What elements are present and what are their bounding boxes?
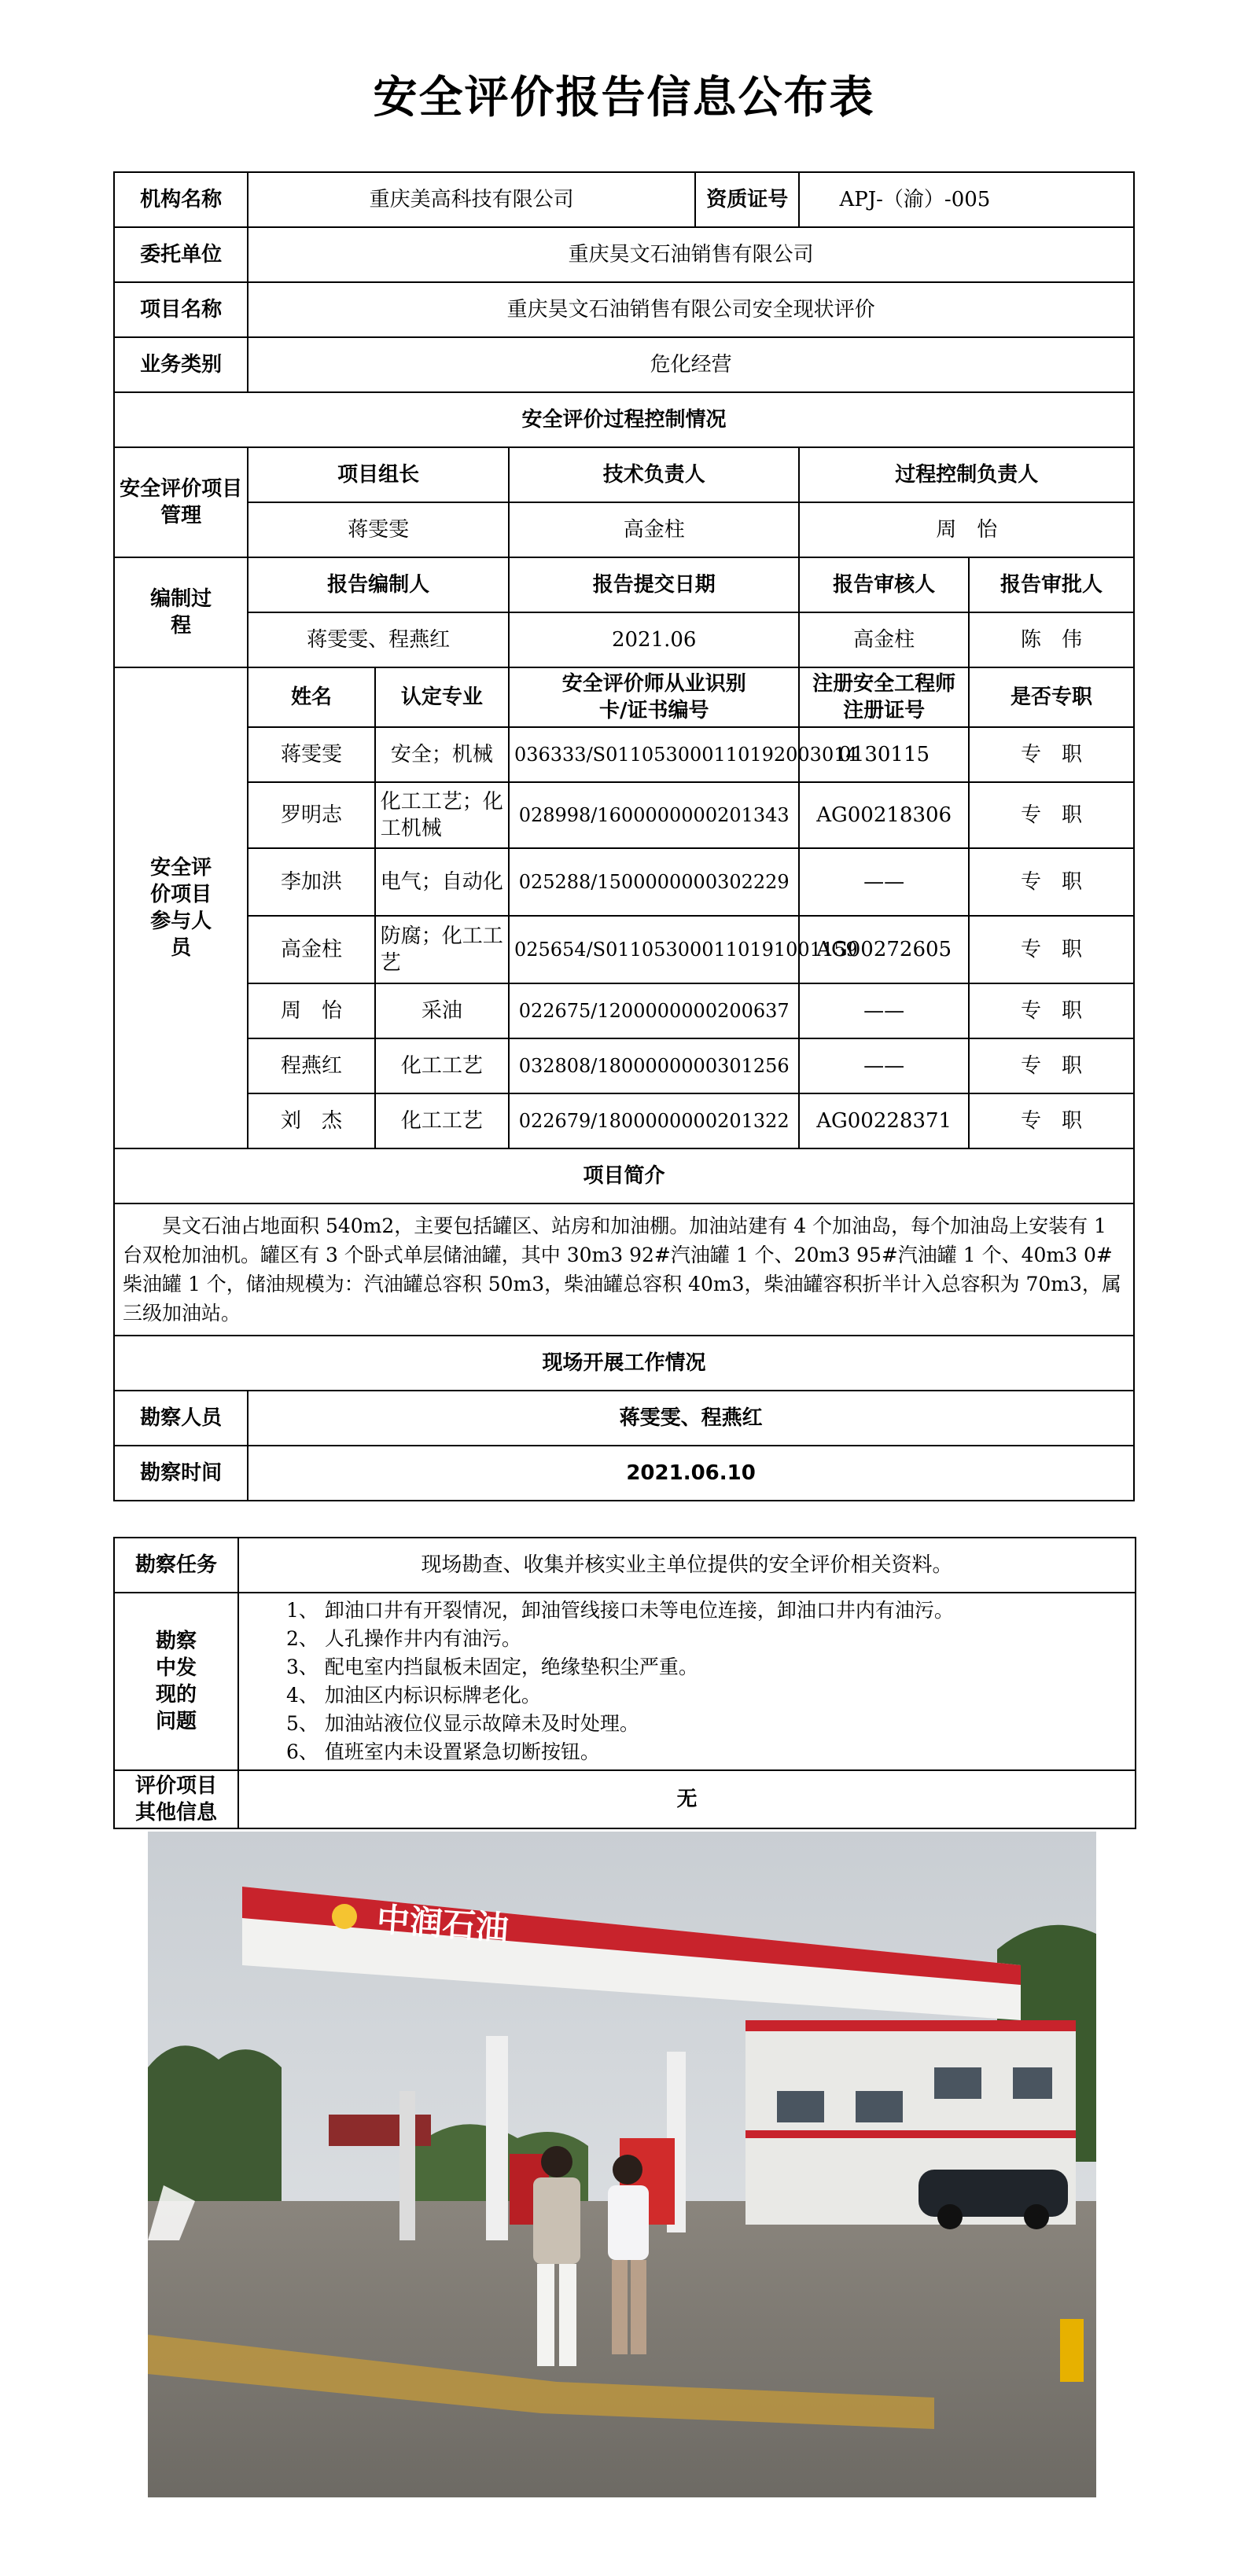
qual-value: APJ-（渝）-005 <box>799 172 1134 227</box>
reviewer-value: 高金柱 <box>799 612 968 667</box>
mgmt-label: 安全评价项目管理 <box>114 447 248 557</box>
person-name: 高金柱 <box>248 916 375 983</box>
table-row <box>114 916 1134 983</box>
info-table-2 <box>113 1537 1136 1829</box>
person-reg: —— <box>799 983 968 1038</box>
person-major: 电气；自动化 <box>375 848 509 916</box>
process-section-heading: 安全评价过程控制情况 <box>114 392 1134 447</box>
compiler-value: 蒋雯雯、程燕红 <box>248 612 509 667</box>
person-card: 028998/1600000000201343 <box>509 782 800 848</box>
table-row <box>114 848 1134 916</box>
person-major: 化工工艺；化工机械 <box>375 782 509 848</box>
project-label: 项目名称 <box>114 282 248 337</box>
client-value: 重庆昊文石油销售有限公司 <box>248 227 1134 282</box>
col-reg-header: 注册安全工程师注册证号 <box>799 667 968 727</box>
person-card: 025654/S011053000110191001159 <box>509 916 800 983</box>
person-card: 032808/1800000000301256 <box>509 1038 800 1093</box>
col-name-header: 姓名 <box>248 667 375 727</box>
person-major: 采油 <box>375 983 509 1038</box>
submit-date-value: 2021.06 <box>509 612 800 667</box>
page-title: 安全评价报告信息公布表 <box>373 72 875 123</box>
person-reg: AG00218306 <box>799 782 968 848</box>
survey-task-label: 勘察任务 <box>114 1538 238 1593</box>
list-item: 6、 值班室内未设置紧急切断按钮。 <box>286 1740 600 1763</box>
col-fulltime-header: 是否专职 <box>969 667 1134 727</box>
survey-time-value: 2021.06.10 <box>248 1446 1134 1501</box>
leader-header: 项目组长 <box>248 447 509 502</box>
table-row <box>114 782 1134 848</box>
person-fulltime: 专 职 <box>969 782 1134 848</box>
info-table-1 <box>113 171 1135 1501</box>
col-card-header: 安全评价师从业识别卡/证书编号 <box>509 667 800 727</box>
issues-list <box>238 1593 1136 1770</box>
person-fulltime: 专 职 <box>969 1093 1134 1148</box>
project-intro-text <box>114 1203 1134 1336</box>
list-item: 1、 卸油口井有开裂情况，卸油管线接口未等电位连接，卸油口井内有油污。 <box>286 1599 954 1622</box>
surveyors-label: 勘察人员 <box>114 1391 248 1446</box>
compile-process-label: 编制过程 <box>114 557 248 667</box>
person-reg: —— <box>799 1038 968 1093</box>
table-row <box>114 1093 1134 1148</box>
business-label: 业务类别 <box>114 337 248 392</box>
person-fulltime: 专 职 <box>969 916 1134 983</box>
other-info-value: 无 <box>238 1770 1136 1828</box>
intro-section-heading: 项目简介 <box>114 1148 1134 1203</box>
person-name: 李加洪 <box>248 848 375 916</box>
person-card: 025288/1500000000302229 <box>509 848 800 916</box>
person-major: 防腐；化工工艺 <box>375 916 509 983</box>
list-item: 2、 人孔操作井内有油污。 <box>286 1627 521 1650</box>
project-intro-body: 昊文石油占地面积 540m2，主要包括罐区、站房和加油棚。加油站建有 4 个加油岛，每个加油岛上安装有 1 台双枪加油机。罐区有 3 个卧式单层储油罐，其中 30m3 92#汽油罐 1 个、20m3 95#汽油罐 1 个、40m3 0#柴油罐 1 个，储油规模为：汽油罐总容积 50m3，柴油罐总容积 40m3，柴油罐容积折半计入总容积为 70m3，属三级加油站。 <box>123 1215 1121 1325</box>
person-major: 安全；机械 <box>375 727 509 782</box>
qual-label: 资质证号 <box>695 172 799 227</box>
submit-date-header: 报告提交日期 <box>509 557 800 612</box>
person-reg: AG00228371 <box>799 1093 968 1148</box>
person-fulltime: 专 职 <box>969 848 1134 916</box>
person-fulltime: 专 职 <box>969 1038 1134 1093</box>
compiler-header: 报告编制人 <box>248 557 509 612</box>
surveyors-value: 蒋雯雯、程燕红 <box>248 1391 1134 1446</box>
person-name: 周 怡 <box>248 983 375 1038</box>
person-reg: AG00272605 <box>799 916 968 983</box>
survey-time-label: 勘察时间 <box>114 1446 248 1501</box>
person-major: 化工工艺 <box>375 1093 509 1148</box>
table-row <box>114 727 1134 782</box>
person-name: 程燕红 <box>248 1038 375 1093</box>
list-item: 3、 配电室内挡鼠板未固定，绝缘垫积尘严重。 <box>286 1655 698 1678</box>
person-card: 022675/1200000000200637 <box>509 983 800 1038</box>
person-major: 化工工艺 <box>375 1038 509 1093</box>
table-row <box>114 1038 1134 1093</box>
site-section-heading: 现场开展工作情况 <box>114 1336 1134 1391</box>
list-item: 5、 加油站液位仪显示故障未及时处理。 <box>286 1712 639 1735</box>
personnel-label: 安全评价项目参与人员 <box>114 667 248 1148</box>
project-value: 重庆昊文石油销售有限公司安全现状评价 <box>248 282 1134 337</box>
client-label: 委托单位 <box>114 227 248 282</box>
tech-value: 高金柱 <box>509 502 800 557</box>
survey-task-value: 现场勘查、收集并核实业主单位提供的安全评价相关资料。 <box>238 1538 1136 1593</box>
tech-header: 技术负责人 <box>509 447 800 502</box>
other-info-label: 评价项目其他信息 <box>114 1770 238 1828</box>
business-value: 危化经营 <box>248 337 1134 392</box>
table-row <box>114 983 1134 1038</box>
process-lead-value: 周 怡 <box>799 502 1134 557</box>
person-card: 036333/S011053000110192003014 <box>509 727 800 782</box>
person-reg: 0130115 <box>799 727 968 782</box>
leader-value: 蒋雯雯 <box>248 502 509 557</box>
person-name: 罗明志 <box>248 782 375 848</box>
person-reg: —— <box>799 848 968 916</box>
process-lead-header: 过程控制负责人 <box>799 447 1134 502</box>
person-card: 022679/1800000000201322 <box>509 1093 800 1148</box>
site-photo <box>148 1832 1096 2497</box>
issues-label: 勘察中发现的问题 <box>114 1593 238 1770</box>
approver-header: 报告审批人 <box>969 557 1134 612</box>
approver-value: 陈 伟 <box>969 612 1134 667</box>
person-name: 刘 杰 <box>248 1093 375 1148</box>
list-item: 4、 加油区内标识标牌老化。 <box>286 1684 541 1707</box>
person-name: 蒋雯雯 <box>248 727 375 782</box>
org-label: 机构名称 <box>114 172 248 227</box>
person-fulltime: 专 职 <box>969 727 1134 782</box>
org-value: 重庆美高科技有限公司 <box>248 172 695 227</box>
canopy-sign-text: 中润石油 <box>375 1900 510 1948</box>
person-fulltime: 专 职 <box>969 983 1134 1038</box>
reviewer-header: 报告审核人 <box>799 557 968 612</box>
col-major-header: 认定专业 <box>375 667 509 727</box>
